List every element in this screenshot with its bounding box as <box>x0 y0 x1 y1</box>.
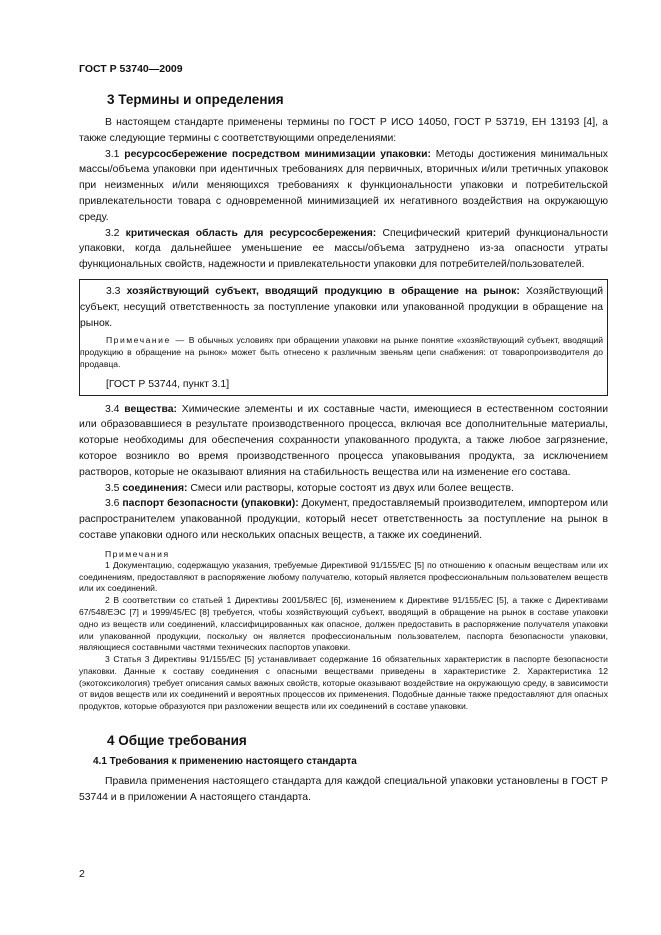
term-3-3-note <box>80 335 603 370</box>
term-3-6-number: 3.6 <box>105 498 120 510</box>
term-3-4-definition: Химические элементы и их составные части, имеющиеся в естественном состоянии или образовавшиеся в результате производственного процесса, включая все дополнительные материалы, которые необходимы для обеспечения сохранности упакованного продукта, а также любое загрязнение, которое возникло во время производственного процесса упаковывания продукта, за исключением растворов, которые не оказывают влияния на стабильность вещества или на изменение его состава. <box>79 403 609 478</box>
term-3-4-number: 3.4 <box>105 403 120 415</box>
subsection-4-1-title: 4.1 Требования к применению настоящего стандарта <box>93 756 357 768</box>
note-3: 3 Статья 3 Директивы 91/155/ЕС [5] устанавливает содержание 16 обязательных характеристик в паспорте безопасности упаковки. Данные к составу соединения с опасными веществами приведены в характеристике 2. Характеристика 12 (экотоксикология) требует описания самых важных свойств, которые оказывают воздействие на окружающую среду, в зависимости от видов веществ или их соединений и вероятных процессов их применения. Подобные данные также предоставляют для опасных продуктов, которые образуются при разложении веществ или их соединений в составе упаковки. <box>79 654 608 712</box>
term-3-1-definition: Методы достижения минимальных массы/объема упаковки при идентичных требованиях для первичных, вторичных и/или третичных упаковок при неизменных и/или меняющихся требованиях к функциональности упаковки и потребительской привлекательности товара с одновременной минимизацией их негативного воздействия на окружающую среду. <box>79 148 608 223</box>
notes-heading: Примечания <box>105 548 170 559</box>
term-3-1-number: 3.1 <box>105 148 120 160</box>
term-3-3-box <box>79 279 608 396</box>
subsection-4-1-text: Правила применения настоящего стандарта для каждой специальной упаковки установлены в ГОСТ Р 53744 и в приложении А настоящего стандарта. <box>79 776 608 803</box>
term-3-5-definition: Смеси или растворы, которые состоят из двух или более веществ. <box>190 482 514 494</box>
term-3-2-name: критическая область для ресурсосбережения: <box>125 227 377 239</box>
term-3-5-name: соединения: <box>122 482 188 494</box>
term-3-3-reference: [ГОСТ Р 53744, пункт 3.1] <box>106 378 230 390</box>
term-3-6-definition: Документ, предоставляемый производителем, импортером или распространителем упакованной продукции, который несет ответственность за поступление на рынок в составе упаковки одного или нескольких опасных веществ, а также их соединений. <box>79 498 609 541</box>
term-3-3-number: 3.3 <box>106 285 121 297</box>
term-3-3-note-text: В обычных условиях при обращении упаковки на рынке понятие «хозяйствующий субъект, вводящий продукцию в обращение на рынок» может быть отнесено к различным звеньям цепи снабжения: от товаропроизводителя до продавца. <box>80 335 603 369</box>
term-3-2 <box>79 226 608 273</box>
term-3-5-number: 3.5 <box>105 482 120 494</box>
note-2: 2 В соответствии со статьей 1 Директивы 2001/58/ЕС [6], изменением к Директиве 91/155/ЕС [5], а также с Директивами 67/548/ЕЭС [7] и 1999/45/ЕС [8] требуется, чтобы хозяйствующий субъект, вводящий в обращение на рынок в составе упаковки одно из веществ или соединений, классифицированных как опасное, должен предоставить в распоряжение получателя упаковки или упакованной продукции, поскольку он является профессиональным пользователем, паспорта безопасности упаковки, являющиеся составными частями технических паспортов упаковки. <box>79 595 608 653</box>
term-3-6-name: паспорт безопасности (упаковки): <box>122 498 299 510</box>
term-3-3 <box>80 284 603 331</box>
section-3-title: 3 Термины и определения <box>107 92 284 107</box>
term-3-2-number: 3.2 <box>105 227 120 239</box>
term-3-3-name: хозяйствующий субъект, вводящий продукцию в обращение на рынок: <box>126 285 520 297</box>
page-content <box>79 92 608 806</box>
term-3-4-name: вещества: <box>124 403 178 415</box>
term-3-1-name: ресурсосбережение посредством минимизации упаковки: <box>124 148 431 160</box>
term-3-2-definition: Специфический критерий функциональности упаковки, когда дальнейшее уменьшение ее массы/объема затруднено из-за опасности утраты функциональных свойств, надежности и привлекательности упаковки для потребителей/пользователей. <box>79 227 609 271</box>
term-3-1 <box>79 147 608 226</box>
term-3-3-note-label: Примечание — <box>106 335 186 346</box>
section-4-title: 4 Общие требования <box>107 733 247 749</box>
note-1: 1 Документацию, содержащую указания, требуемые Директивой 91/155/ЕС [5] по отношению к опасным веществам или их соединениям, предоставляют в распоряжение любому получателю, который является профессиональным пользователем веществ или их соединений. <box>79 559 608 594</box>
term-3-4 <box>79 402 608 481</box>
term-3-3-definition: Хозяйствующий субъект, несущий ответственность за поступление упаковки или упакованной продукции в обращение на рынок. <box>80 285 604 329</box>
section-3-intro: В настоящем стандарте применены термины по ГОСТ Р ИСО 14050, ГОСТ Р 53719, ЕН 13193 [4], а также следующие термины с соответствующими определениями: <box>79 117 608 144</box>
term-3-6 <box>79 496 608 543</box>
document-number: ГОСТ Р 53740—2009 <box>79 63 183 75</box>
page-number: 2 <box>79 868 85 880</box>
term-3-5 <box>79 481 608 497</box>
